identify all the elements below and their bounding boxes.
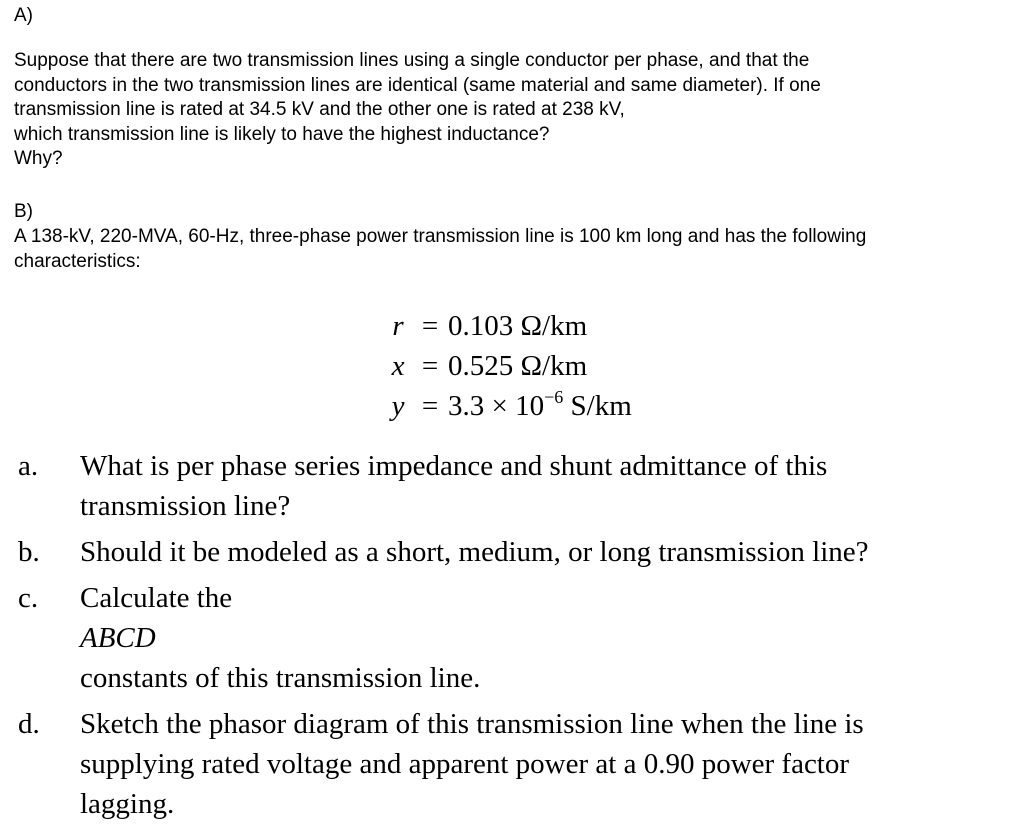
item-line: transmission line? — [80, 490, 291, 522]
part-a-line: conductors in the two transmission lines are identical (same material and same diameter). If one — [14, 74, 821, 96]
item-text-pre: Calculate the — [80, 582, 233, 614]
item-line: Should it be modeled as a short, medium, or long transmission line? — [80, 536, 869, 568]
question-item-c — [18, 578, 1008, 698]
equals-sign: = — [421, 310, 439, 342]
equation-exponent: −6 — [544, 387, 564, 407]
part-a-line: transmission line is rated at 34.5 kV and the other one is rated at 238 kV, — [14, 99, 625, 120]
equals-sign: = — [421, 350, 439, 382]
part-b-line: characteristics: — [14, 250, 141, 272]
part-a-line: Suppose that there are two transmission lines using a single conductor per phase, and that the — [14, 50, 810, 71]
equation-symbol: r — [392, 310, 404, 342]
question-item-d — [18, 704, 1008, 824]
item-text — [80, 578, 1008, 698]
item-label: b. — [18, 536, 40, 568]
line-characteristics-equations — [384, 306, 632, 429]
item-text — [80, 446, 1008, 526]
part-a-question — [14, 49, 1014, 172]
equation-value: 3.3 × 10 — [448, 390, 545, 422]
item-text-post: constants of this transmission line. — [80, 662, 481, 694]
equation-resistance — [384, 306, 632, 346]
part-b-heading: B) — [14, 201, 33, 222]
part-a-heading: A) — [14, 5, 33, 26]
equation-admittance — [384, 386, 632, 429]
question-item-a — [18, 446, 1008, 526]
item-text-emphasis: ABCD — [80, 622, 156, 654]
part-b-intro — [14, 225, 1014, 274]
part-a-line: Why? — [14, 148, 63, 169]
item-text — [80, 704, 1008, 824]
part-b-line: A 138-kV, 220-MVA, 60-Hz, three-phase power transmission line is 100 km long and has the following — [14, 226, 867, 247]
equation-unit: S/km — [563, 390, 632, 422]
item-line: supplying rated voltage and apparent power at a 0.90 power factor — [80, 748, 850, 780]
equation-value: 0.525 Ω/km — [448, 350, 588, 382]
item-line: lagging. — [80, 788, 175, 820]
item-label: d. — [18, 708, 40, 740]
equation-symbol: y — [391, 390, 405, 422]
question-list — [18, 446, 1008, 824]
item-line: What is per phase series impedance and shunt admittance of this — [80, 450, 828, 482]
equation-symbol: x — [391, 350, 405, 382]
item-line — [80, 578, 1008, 698]
item-text — [80, 532, 1008, 572]
item-label: c. — [18, 582, 39, 614]
question-item-b — [18, 532, 1008, 572]
equals-sign: = — [421, 390, 439, 422]
equation-value: 0.103 Ω/km — [448, 310, 588, 342]
item-line: Sketch the phasor diagram of this transmission line when the line is — [80, 708, 864, 740]
item-label: a. — [18, 450, 39, 482]
equation-reactance — [384, 346, 632, 386]
part-a-line: which transmission line is likely to have the highest inductance? — [14, 123, 550, 145]
